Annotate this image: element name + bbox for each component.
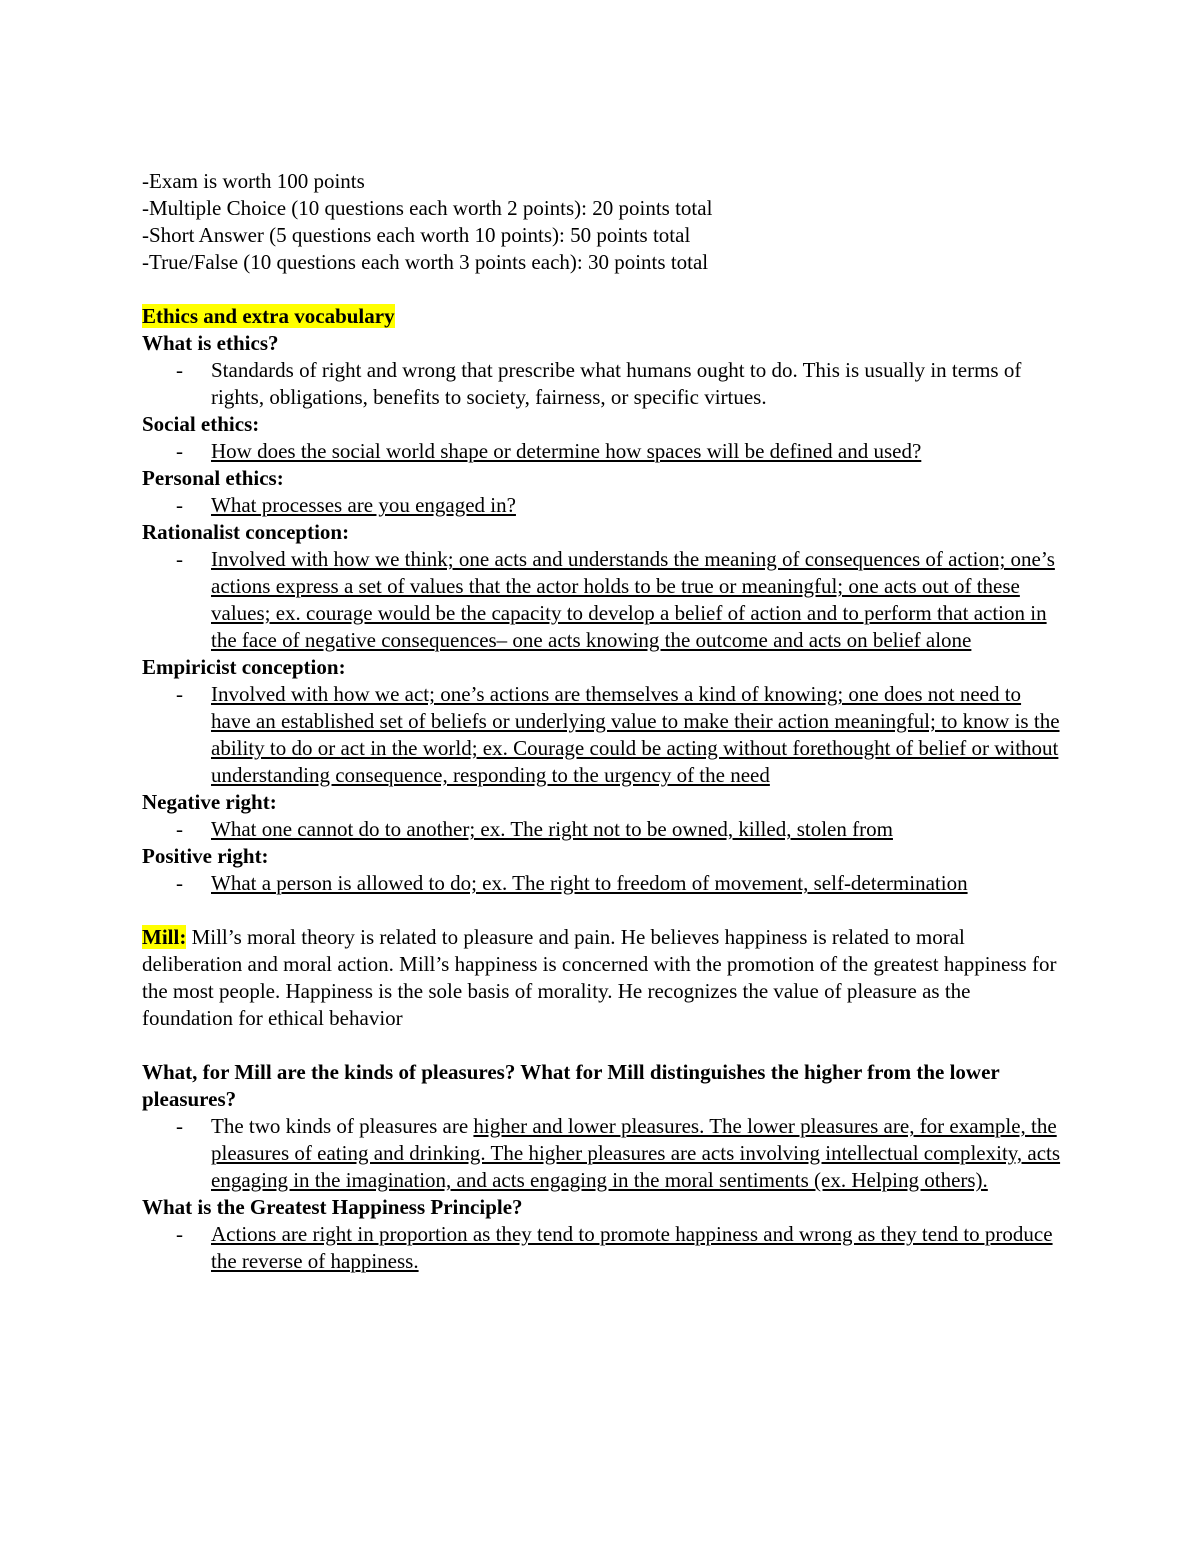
term-definition <box>142 492 1062 519</box>
exam-info-line: -Exam is worth 100 points <box>142 169 365 193</box>
definition-text: What one cannot do to another; ex. The right not to be owned, killed, stolen from <box>211 817 893 841</box>
mill-label: Mill: <box>142 925 187 949</box>
definition-text: What a person is allowed to do; ex. The right to freedom of movement, self-determination <box>211 871 968 895</box>
bullet-dash: - <box>176 439 183 463</box>
term-definition <box>142 681 1062 789</box>
definition-text: Involved with how we act; one’s actions are themselves a kind of knowing; one does not need to have an established set of beliefs or underlying value to make their action meaningful; to know is the ability to do or act in the world; ex. Courage could be acting without forethought of belief or without understanding consequence, responding to the urgency of the need <box>211 682 1060 787</box>
answer-plain-text: The two kinds of pleasures are <box>211 1114 474 1138</box>
definition-text: Standards of right and wrong that prescribe what humans ought to do. This is usually in terms of rights, obligations, benefits to society, fairness, or specific virtues. <box>211 358 1022 409</box>
term-heading: Positive right: <box>142 844 269 868</box>
bullet-dash: - <box>176 871 183 895</box>
definition-text: How does the social world shape or determine how spaces will be defined and used? <box>211 439 922 463</box>
answer-list <box>142 1113 1062 1194</box>
term-definition-list <box>142 546 1062 654</box>
term-heading: Social ethics: <box>142 412 260 436</box>
answer-underlined-text: Actions are right in proportion as they tend to promote happiness and wrong as they tend to produce the reverse of happiness. <box>211 1222 1053 1273</box>
term-definition-list <box>142 357 1062 411</box>
term-heading: What is ethics? <box>142 331 279 355</box>
definition-text: What processes are you engaged in? <box>211 493 516 517</box>
ethics-section <box>142 303 1062 897</box>
answer-item <box>142 1221 1062 1275</box>
mill-section <box>142 924 1062 1275</box>
term-definition <box>142 816 1062 843</box>
term-definition <box>142 546 1062 654</box>
exam-info-line: -Multiple Choice (10 questions each worth 2 points): 20 points total <box>142 196 713 220</box>
section-title-highlight: Ethics and extra vocabulary <box>142 304 395 328</box>
term-heading: Rationalist conception: <box>142 520 350 544</box>
term-definition-list <box>142 438 1062 465</box>
exam-info-line: -True/False (10 questions each worth 3 points each): 30 points total <box>142 250 709 274</box>
term-definition-list <box>142 816 1062 843</box>
term-definition <box>142 870 1062 897</box>
bullet-dash: - <box>176 493 183 517</box>
bullet-dash: - <box>176 1114 183 1138</box>
bullet-dash: - <box>176 1222 183 1246</box>
bullet-dash: - <box>176 547 183 571</box>
question-heading: What, for Mill are the kinds of pleasures? What for Mill distinguishes the higher from the lower pleasures? <box>142 1060 1000 1111</box>
term-heading: Negative right: <box>142 790 277 814</box>
answer-item <box>142 1113 1062 1194</box>
bullet-dash: - <box>176 682 183 706</box>
term-heading: Empiricist conception: <box>142 655 346 679</box>
mill-text: Mill’s moral theory is related to pleasure and pain. He believes happiness is related to moral deliberation and moral action. Mill’s happiness is concerned with the promotion of the greatest happiness for the most people. Happiness is the sole basis of morality. He recognizes the value of pleasure as the foundation for ethical behavior <box>142 925 1057 1030</box>
mill-paragraph <box>142 924 1062 1032</box>
term-definition <box>142 438 1062 465</box>
spacer <box>142 276 1062 303</box>
term-heading: Personal ethics: <box>142 466 284 490</box>
term-definition-list <box>142 870 1062 897</box>
term-definition-list <box>142 492 1062 519</box>
spacer <box>142 897 1062 924</box>
bullet-dash: - <box>176 358 183 382</box>
exam-info-line: -Short Answer (5 questions each worth 10 points): 50 points total <box>142 223 691 247</box>
term-definition-list <box>142 681 1062 789</box>
definition-text: Involved with how we think; one acts and understands the meaning of consequences of action; one’s actions express a set of values that the actor holds to be true or meaningful; one acts out of these values; ex. courage would be the capacity to develop a belief of action and to perform that action in the face of negative consequences– one acts knowing the outcome and acts on belief alone <box>211 547 1055 652</box>
bullet-dash: - <box>176 817 183 841</box>
answer-underlined-text: higher and lower pleasures. The lower pleasures are, for example, the pleasures of eating and drinking. The higher pleasures are acts involving intellectual complexity, acts engaging in the imagination, and acts engaging in the moral sentiments (ex. Helping others). <box>211 1114 1061 1192</box>
question-heading: What is the Greatest Happiness Principle? <box>142 1195 523 1219</box>
document-page <box>142 168 1062 1275</box>
section-title <box>142 303 1062 330</box>
spacer <box>142 1032 1062 1059</box>
term-definition <box>142 357 1062 411</box>
answer-list <box>142 1221 1062 1275</box>
exam-info <box>142 168 1062 276</box>
